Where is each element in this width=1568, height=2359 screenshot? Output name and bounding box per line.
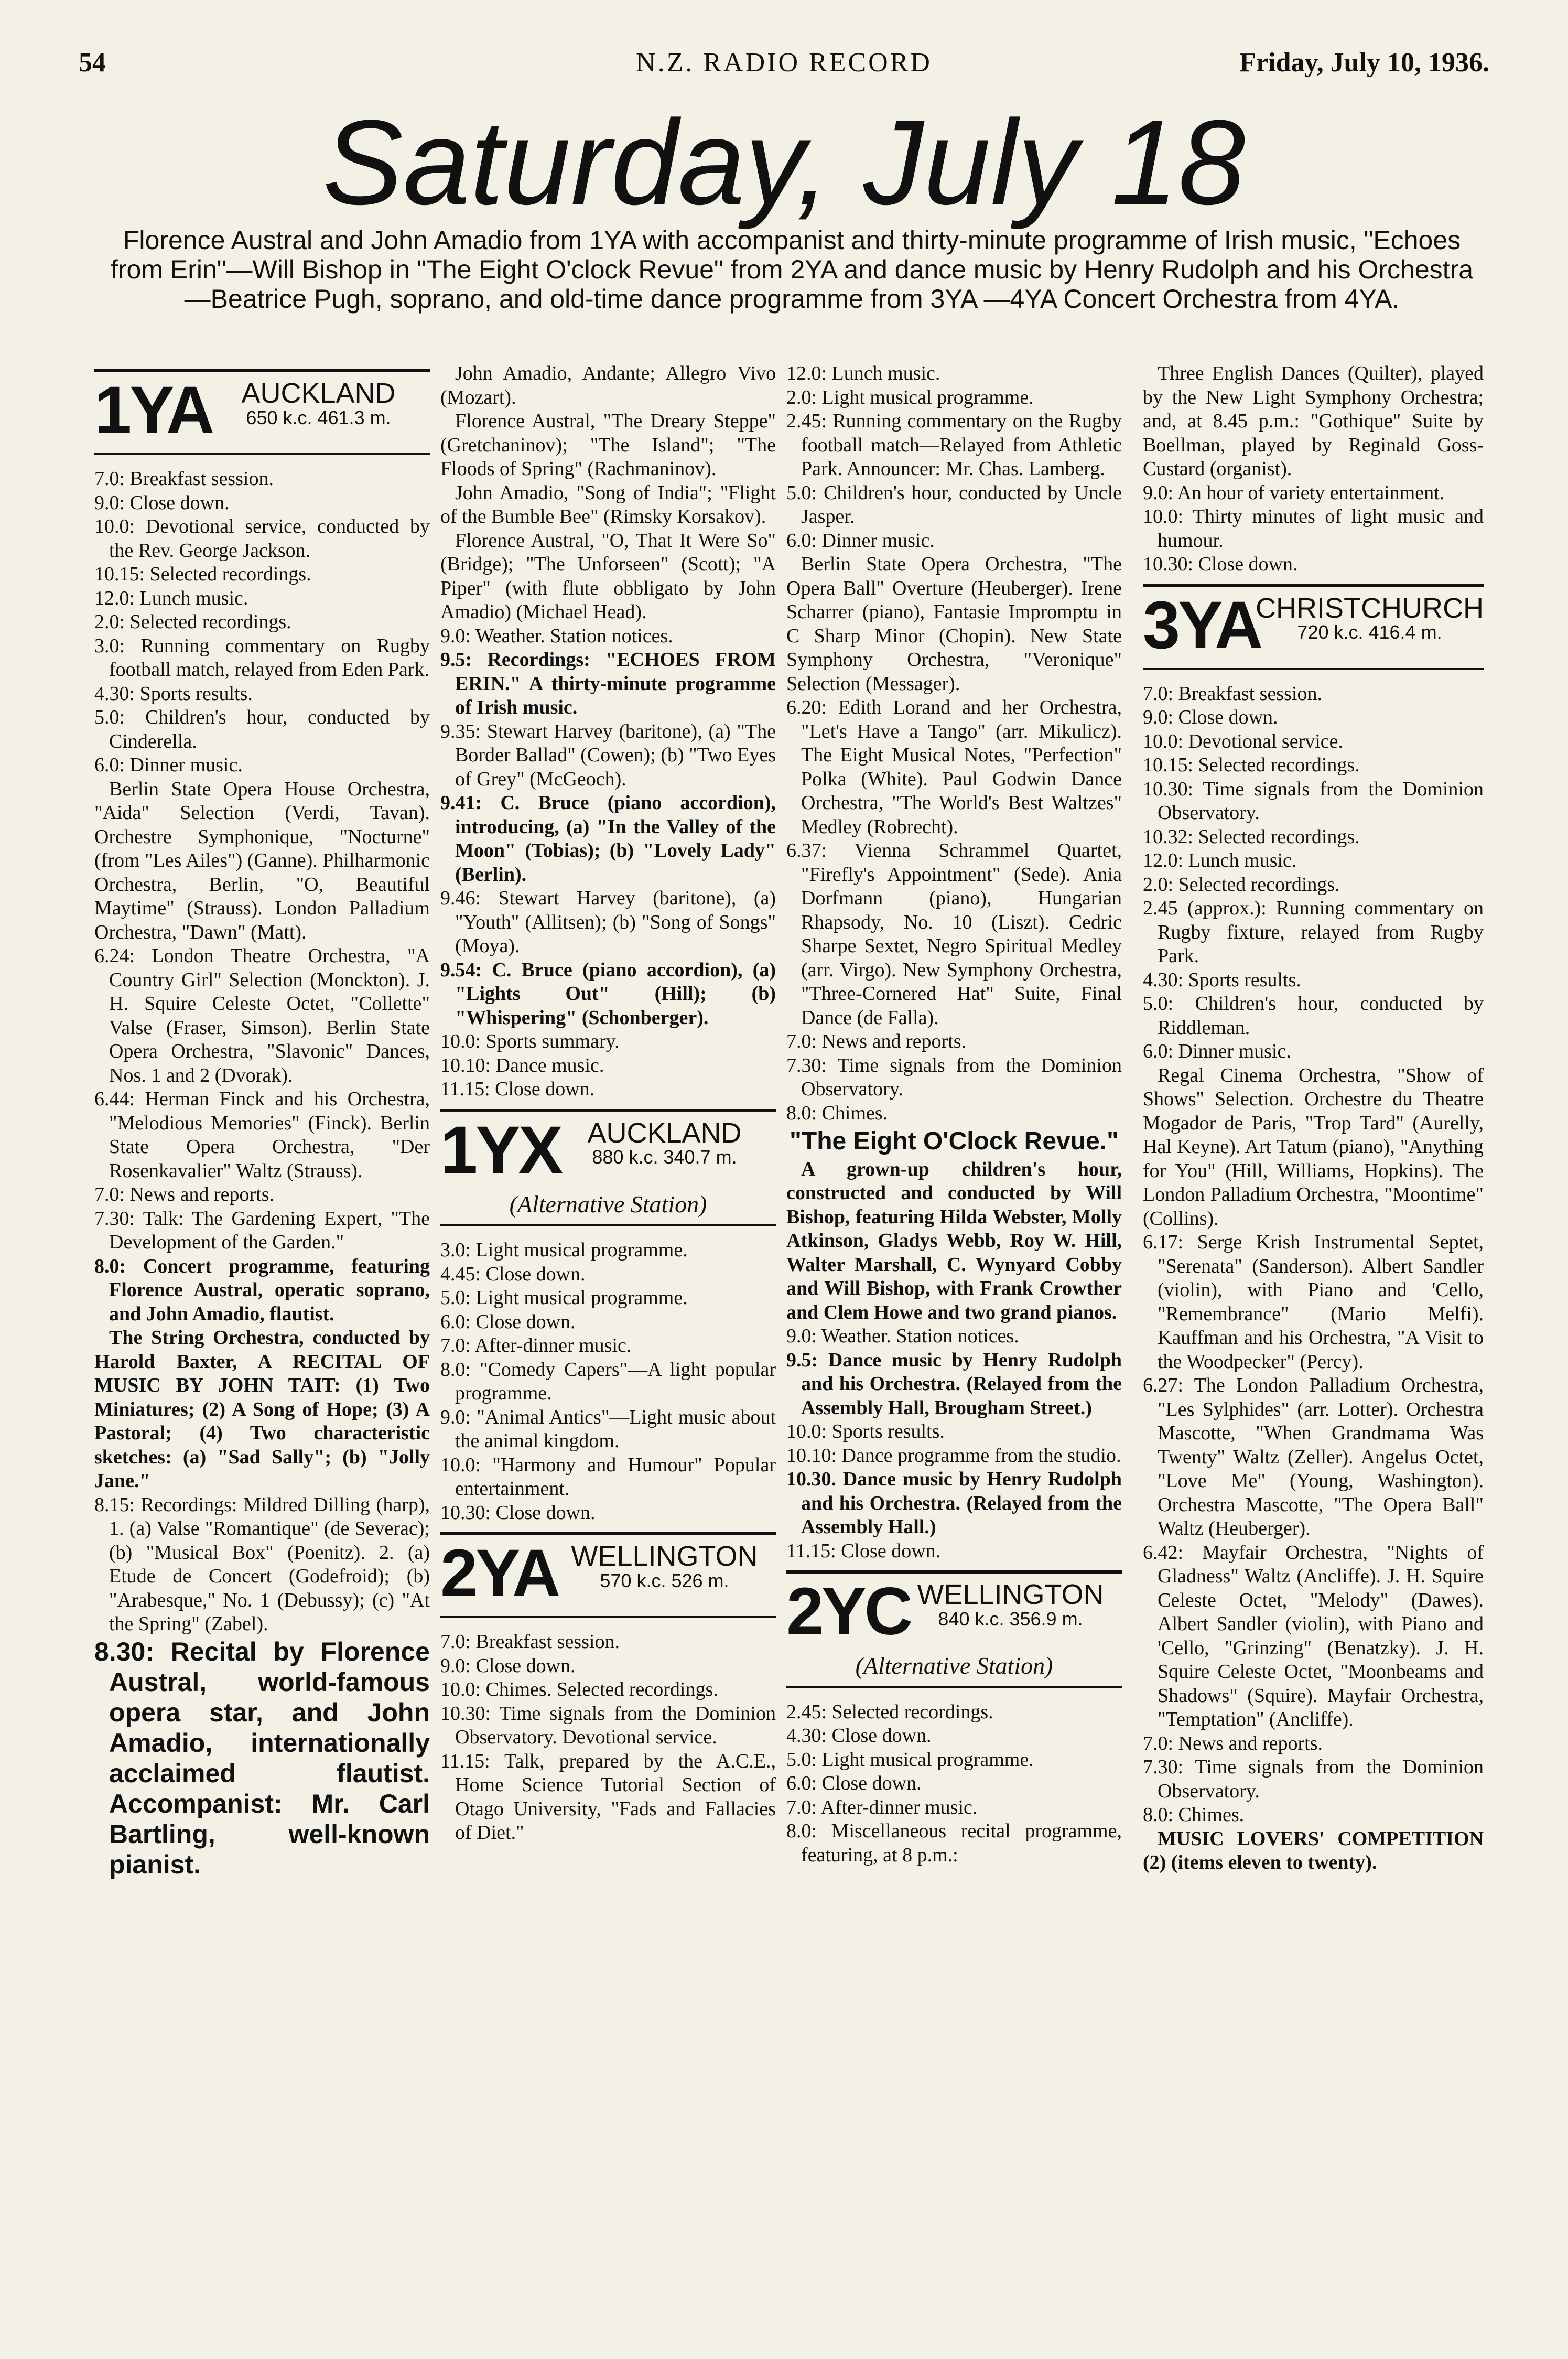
- programme-item: 7.30: Time signals from the Dominion Observatory.: [786, 1054, 1122, 1100]
- station-frequency: 650 k.c. 461.3 m.: [246, 406, 391, 428]
- programme-item: 5.0: Light musical programme.: [786, 1748, 1034, 1771]
- programme-highlight: 8.30: Recital by Florence Austral, world-famous opera star, and John Amadio, internationally acclaimed flautist. Accompanist: Mr. Carl Bartling, well-known pianist.: [94, 1636, 430, 1879]
- programme-item: 2.0: Light musical programme.: [786, 386, 1034, 408]
- programme-detail: MUSIC LOVERS' COMPETITION (2) (items eleven to twenty).: [1143, 1827, 1484, 1873]
- magazine-name: N.Z. RADIO RECORD: [636, 48, 932, 78]
- programme-item: 6.42: Mayfair Orchestra, "Nights of Gladness" Waltz (Ancliffe). J. H. Squire Celeste Octet, "Melody" (Dawes). Albert Sandler (violin), with Piano and 'Cello, "Grinzing" (Benatzky). J. H. Squire Celeste Octet, "Moonbeams and Shadows" (Squire). Mayfair Orchestra, "Temptation" (Ancliffe).: [1143, 1541, 1484, 1730]
- programme-item: 9.0: Weather. Station notices.: [786, 1325, 1019, 1347]
- programme-detail: The String Orchestra, conducted by Harold Baxter, A RECITAL OF MUSIC BY JOHN TAIT: (1) Two Miniatures; (2) A Song of Hope; (3) A Pastoral; (4) Two characteristic sketches: (a) "Sad Sally"; (b) "Jolly Jane.": [94, 1327, 430, 1492]
- column-3: [786, 362, 1122, 1867]
- programme-item: 11.15: Talk, prepared by the A.C.E., Home Science Tutorial Section of Otago University, "Fads and Fallacies of Diet.": [440, 1750, 776, 1844]
- programme-item: 10.10: Dance music.: [440, 1054, 604, 1076]
- programme-item: 6.17: Serge Krish Instrumental Septet, "Serenata" (Sanderson). Albert Sandler (violin), with Piano and 'Cello, "Remembrance" (Mario Melfi). Kauffman and his Orchestra, "A Visit to the Woodpecker" (Percy).: [1143, 1231, 1484, 1373]
- feature-heading: "The Eight O'Clock Revue.": [790, 1127, 1119, 1155]
- station-call-sign: 1YA: [94, 373, 213, 448]
- programme-item: 10.0: Sports summary.: [440, 1030, 620, 1052]
- programme-item: 11.15: Close down.: [786, 1539, 941, 1562]
- programme-item: 7.30: Talk: The Gardening Expert, "The Development of the Garden.": [94, 1207, 430, 1253]
- programme-item: 2.0: Selected recordings.: [1143, 873, 1340, 896]
- programme-item: 5.0: Children's hour, conducted by Riddleman.: [1143, 993, 1484, 1039]
- programme-detail: John Amadio, "Song of India"; "Flight of the Bumble Bee" (Rimsky Korsakov).: [440, 481, 776, 527]
- programme-item: 8.0: Chimes.: [1143, 1804, 1245, 1826]
- programme-item: 7.0: Breakfast session.: [440, 1631, 620, 1653]
- station-frequency: 840 k.c. 356.9 m.: [938, 1608, 1083, 1630]
- programme-item: 8.15: Recordings: Mildred Dilling (harp), 1. (a) Valse "Romantique" (de Severac); (b) "Musical Box" (Poenitz). 2. (a) Etude de Concert (Godefroid); (b) "Arabesque," No. 1 (Debussy); (c) "At the Spring" (Zabel).: [94, 1493, 430, 1635]
- programme-item: 6.37: Vienna Schrammel Quartet, "Firefly's Appointment" (Sede). Ania Dorfmann (piano), Hungarian Rhapsody, No. 10 (Liszt). Cedric Sharpe Sextet, Negro Spiritual Medley (arr. Virgo). New Symphony Orchestra, "Three-Cornered Hat" Suite, Final Dance (de Falla).: [786, 839, 1122, 1029]
- station-city: AUCKLAND: [241, 378, 396, 409]
- station-call-sign: 2YA: [440, 1536, 559, 1611]
- programme-item: 11.15: Close down.: [440, 1078, 595, 1100]
- station-frequency: 720 k.c. 416.4 m.: [1297, 621, 1442, 643]
- intro-summary: Florence Austral and John Amadio from 1YA with accompanist and thirty-minute programme of Irish music, "Echoes from Erin"—Will Bishop in "The Eight O'clock Revue" from 2YA and dance music by Henry Rudolph and his Orchestra—Beatrice Pugh, soprano, and old-time dance programme from 3YA —4YA Concert Orchestra from 4YA.: [110, 225, 1474, 314]
- programme-detail: Regal Cinema Orchestra, "Show of Shows" Selection. Orchestre du Theatre Mogador de Paris, "Trop Tard" (Aurelly, Hal Keyne). Art Tatum (piano), "Anything for You" (Hill, Williams, Hopkins). The London Palladium Orchestra, "Moontime" (Collins).: [1143, 1064, 1484, 1230]
- station-city: AUCKLAND: [587, 1117, 742, 1149]
- programme-item: 10.15: Selected recordings.: [1143, 754, 1360, 776]
- programme-item: 12.0: Lunch music.: [1143, 849, 1297, 871]
- programme-item: 6.0: Close down.: [440, 1310, 576, 1333]
- programme-detail: Florence Austral, "O, That It Were So" (Bridge); "The Unforseen" (Scott); "A Piper" (with flute obbligato by John Amadio) (Michael Head).: [440, 529, 776, 623]
- programme-item: 10.32: Selected recordings.: [1143, 825, 1360, 848]
- programme-item: 8.0: Miscellaneous recital programme, featuring, at 8 p.m.:: [786, 1820, 1122, 1866]
- programme-item: 10.30: Close down.: [440, 1501, 596, 1524]
- programme-item: 9.0: "Animal Antics"—Light music about the animal kingdom.: [440, 1406, 776, 1452]
- programme-item: 10.15: Selected recordings.: [94, 563, 311, 585]
- programme-item: 7.0: After-dinner music.: [440, 1334, 632, 1356]
- programme-item: 5.0: Light musical programme.: [440, 1287, 688, 1309]
- programme-item: 10.0: "Harmony and Humour" Popular entertainment.: [440, 1453, 776, 1500]
- issue-date: Friday, July 10, 1936.: [1239, 48, 1489, 78]
- programme-item: 6.0: Dinner music.: [1143, 1040, 1291, 1062]
- programme-detail: A grown-up children's hour, constructed and conducted by Will Bishop, featuring Hilda Webster, Molly Atkinson, Gladys Webb, Roy W. Hill, Walter Marshall, C. Wynyard Cobby and Will Bishop, with Frank Crowther and Clem Howe and two grand pianos.: [786, 1158, 1122, 1323]
- programme-item: 7.0: News and reports.: [1143, 1732, 1323, 1754]
- programme-item: 8.0: Chimes.: [786, 1102, 888, 1124]
- programme-item: 2.45: Running commentary on the Rugby football match—Relayed from Athletic Park. Announcer: Mr. Chas. Lamberg.: [786, 410, 1122, 480]
- station-call-sign: 3YA: [1143, 587, 1261, 663]
- programme-item: 2.45 (approx.): Running commentary on Rugby fixture, relayed from Rugby Park.: [1143, 897, 1484, 967]
- programme-item: 10.0: Sports results.: [786, 1420, 945, 1442]
- programme-detail: Berlin State Opera House Orchestra, "Aida" Selection (Verdi, Tavan). Orchestre Symphonique, "Nocturne" (from "Les Ailes") (Ganne). Philharmonic Orchestra, Berlin, "O, Beautiful Maytime" (Strauss). London Palladium Orchestra, "Dawn" (Matt).: [94, 778, 430, 943]
- station-alternative: (Alternative Station): [855, 1652, 1053, 1679]
- programme-item: 10.30: Close down.: [1143, 553, 1298, 575]
- programme-item: 9.35: Stewart Harvey (baritone), (a) "The Border Ballad" (Cowen); (b) "Two Eyes of Grey" (McGeoch).: [440, 720, 776, 790]
- programme-item: 3.0: Light musical programme.: [440, 1239, 688, 1261]
- programme-item: 6.24: London Theatre Orchestra, "A Country Girl" Selection (Monckton). J. H. Squire Celeste Octet, "Collette" Valse (Fraser, Simson). Berlin State Opera Orchestra, "Slavonic" Dances, Nos. 1 and 2 (Dvorak).: [94, 945, 430, 1086]
- programme-item: 9.5: Dance music by Henry Rudolph and his Orchestra. (Relayed from the Assembly Hall, Brougham Street.): [786, 1349, 1122, 1419]
- programme-detail: Three English Dances (Quilter), played by the New Light Symphony Orchestra; and, at 8.45 p.m.: "Gothique" Suite by Boellman, played by Reginald Goss-Custard (organist).: [1143, 362, 1484, 480]
- page-title: Saturday, July 18: [322, 95, 1246, 230]
- programme-item: 9.0: An hour of variety entertainment.: [1143, 481, 1445, 504]
- programme-item: 6.0: Close down.: [786, 1772, 922, 1794]
- programme-item: 6.20: Edith Lorand and her Orchestra, "Let's Have a Tango" (arr. Mikulicz). The Eight Musical Notes, "Perfection" Polka (White). Paul Godwin Dance Orchestra, "The World's Best Waltzes" Medley (Robrecht).: [786, 696, 1122, 838]
- station-frequency: 880 k.c. 340.7 m.: [592, 1146, 737, 1168]
- programme-item: 5.0: Children's hour, conducted by Uncle Jasper.: [786, 481, 1122, 527]
- programme-item: 9.41: C. Bruce (piano accordion), introducing, (a) "In the Valley of the Moon" (Tobias); (b) "Lovely Lady" (Berlin).: [440, 792, 776, 886]
- programme-item: 4.30: Close down.: [786, 1725, 932, 1747]
- station-3ya: [1143, 584, 1484, 670]
- programme-item: 7.0: News and reports.: [786, 1030, 966, 1052]
- station-2ya: [440, 1532, 776, 1618]
- programme-item: 12.0: Lunch music.: [786, 362, 940, 384]
- station-1ya: [94, 369, 430, 455]
- programme-item: 9.0: Close down.: [440, 1654, 576, 1677]
- programme-item: 9.46: Stewart Harvey (baritone), (a) "Youth" (Allitsen); (b) "Song of Songs" (Moya).: [440, 887, 776, 957]
- programme-item: 6.27: The London Palladium Orchestra, "Les Sylphides" (arr. Lotter). Orchestra Mascotte, "When Grandmama Was Twenty" Waltz (Zeller). Angelus Octet, "Love Me" (Young, Washington). Orchestra Mascotte, "The Opera Ball" Waltz (Heuberger).: [1143, 1374, 1484, 1539]
- programme-item: 10.0: Chimes. Selected recordings.: [440, 1678, 718, 1700]
- programme-item: 3.0: Running commentary on Rugby football match, relayed from Eden Park.: [94, 634, 430, 681]
- programme-item: 8.0: "Comedy Capers"—A light popular programme.: [440, 1358, 776, 1404]
- page-header: [79, 47, 1489, 84]
- programme-item: 9.0: Close down.: [94, 491, 230, 514]
- programme-item: 4.45: Close down.: [440, 1263, 586, 1285]
- programme-item: 4.30: Sports results.: [94, 682, 253, 705]
- column-4: [1143, 362, 1484, 1875]
- programme-item: 7.0: News and reports.: [94, 1183, 274, 1205]
- station-1yx: [440, 1109, 776, 1226]
- column-1: [94, 362, 430, 1880]
- station-call-sign: 1YX: [440, 1112, 561, 1188]
- programme-item: 10.30. Dance music by Henry Rudolph and his Orchestra. (Relayed from the Assembly Hall.): [786, 1468, 1122, 1538]
- station-call-sign: 2YC: [786, 1574, 911, 1649]
- programme-item: 7.0: After-dinner music.: [786, 1796, 978, 1818]
- programme-item: 12.0: Lunch music.: [94, 587, 248, 609]
- programme-item: 9.54: C. Bruce (piano accordion), (a) "Lights Out" (Hill); (b) "Whispering" (Schonberger).: [440, 958, 776, 1029]
- programme-item: 9.0: Weather. Station notices.: [440, 624, 673, 647]
- programme-item: 10.30: Time signals from the Dominion Observatory. Devotional service.: [440, 1702, 776, 1748]
- programme-item: 10.30: Time signals from the Dominion Observatory.: [1143, 778, 1484, 824]
- programme-item: 10.0: Devotional service, conducted by the Rev. George Jackson.: [94, 515, 430, 562]
- station-city: WELLINGTON: [571, 1541, 758, 1572]
- station-alternative: (Alternative Station): [509, 1190, 707, 1218]
- programme-item: 7.30: Time signals from the Dominion Observatory.: [1143, 1756, 1484, 1802]
- programme-item: 5.0: Children's hour, conducted by Cinderella.: [94, 706, 430, 752]
- station-city: WELLINGTON: [917, 1579, 1104, 1610]
- station-city: CHRISTCHURCH: [1256, 592, 1484, 624]
- programme-item: 6.44: Herman Finck and his Orchestra, "Melodious Memories" (Finck). Berlin State Opera Orchestra, "Der Rosenkavalier" Waltz (Strauss).: [94, 1088, 430, 1182]
- programme-item: 6.0: Dinner music.: [94, 754, 243, 776]
- programme-item: 7.0: Breakfast session.: [1143, 682, 1322, 705]
- programme-item: 2.45: Selected recordings.: [786, 1700, 993, 1723]
- programme-item: 4.30: Sports results.: [1143, 968, 1301, 991]
- programme-detail: Berlin State Opera Orchestra, "The Opera Ball" Overture (Heuberger). Irene Scharrer (piano), Fantasie Impromptu in C Sharp Minor (Chopin). New State Symphony Orchestra, "Veronique" Selection (Messager).: [786, 553, 1122, 695]
- programme-item: 9.0: Close down.: [1143, 706, 1278, 728]
- programme-detail: Florence Austral, "The Dreary Steppe" (Gretchaninov); "The Island"; "The Floods of Spring" (Rachmaninov).: [440, 410, 776, 480]
- programme-item: 2.0: Selected recordings.: [94, 611, 291, 633]
- station-frequency: 570 k.c. 526 m.: [600, 1569, 729, 1591]
- programme-detail: John Amadio, Andante; Allegro Vivo (Mozart).: [440, 362, 776, 408]
- programme-item: 10.0: Devotional service.: [1143, 730, 1344, 752]
- station-2yc: [786, 1570, 1122, 1688]
- programme-item: 10.0: Thirty minutes of light music and humour.: [1143, 505, 1484, 552]
- programme-item: 7.0: Breakfast session.: [94, 468, 274, 490]
- page-number: 54: [79, 48, 106, 78]
- column-2: [440, 362, 776, 1845]
- programme-item: 8.0: Concert programme, featuring Florence Austral, operatic soprano, and John Amadio, flautist.: [94, 1255, 430, 1325]
- programme-item: 9.5: Recordings: "ECHOES FROM ERIN." A thirty-minute programme of Irish music.: [440, 649, 776, 718]
- programme-item: 10.10: Dance programme from the studio.: [786, 1444, 1121, 1467]
- programme-item: 6.0: Dinner music.: [786, 529, 935, 552]
